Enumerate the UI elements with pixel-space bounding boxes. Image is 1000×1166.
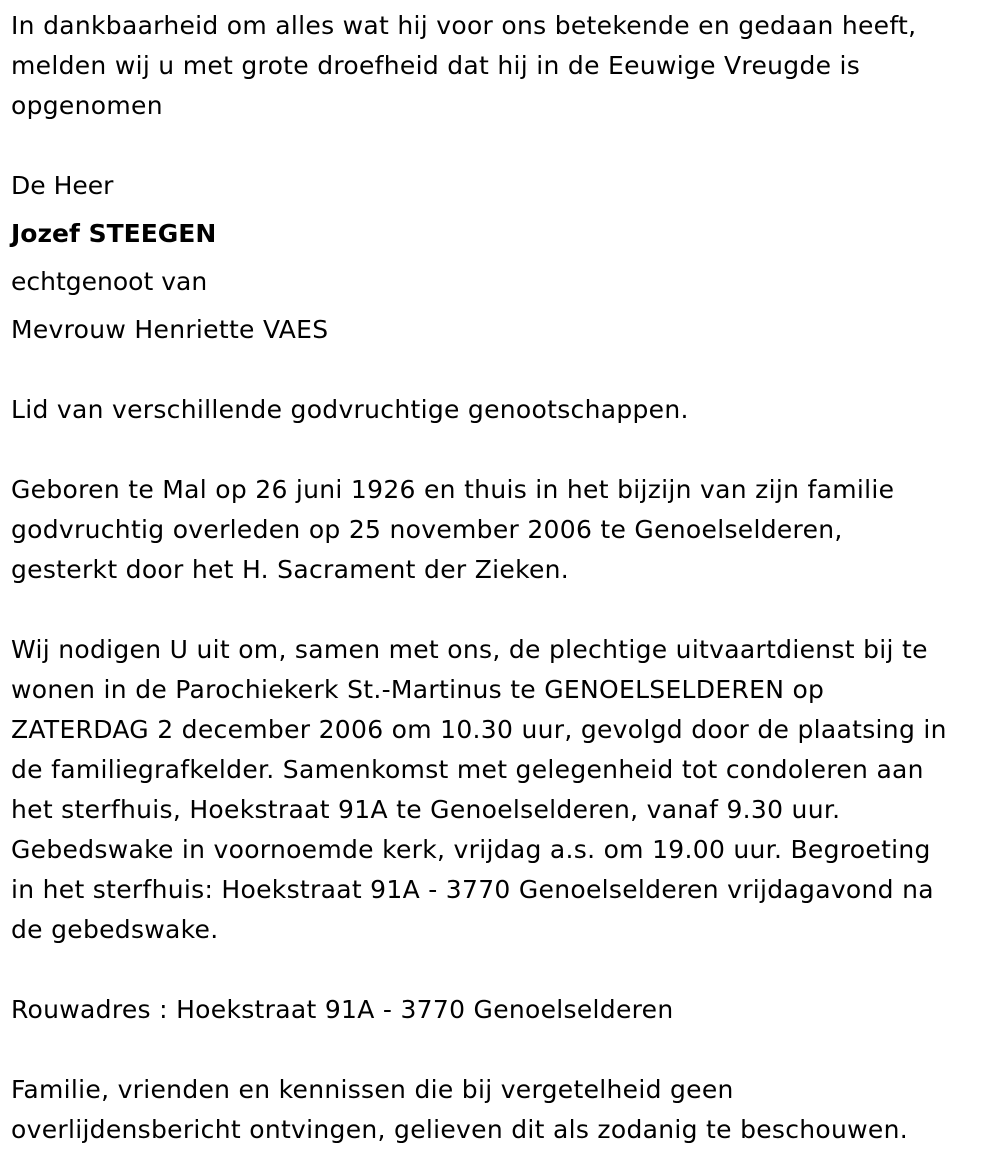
text-line: In dankbaarheid om alles wat hij voor ons betekende en gedaan heeft, [11, 11, 917, 40]
text-line: overlijdensbericht ontvingen, gelieven dit als zodanig te beschouwen. [11, 1115, 908, 1144]
text-line: Geboren te Mal op 26 juni 1926 en thuis in het bijzijn van zijn familie [11, 475, 895, 504]
text-line: de gebedswake. [11, 915, 219, 944]
text-line: gesterkt door het H. Sacrament der Zieken. [11, 555, 570, 584]
text-line: melden wij u met grote droefheid dat hij in de Eeuwige Vreugde is [11, 51, 861, 80]
text-line: ZATERDAG 2 december 2006 om 10.30 uur, gevolgd door de plaatsing in [11, 715, 947, 744]
text-line: godvruchtig overleden op 25 november 2006 te Genoelselderen, [11, 515, 843, 544]
text-line: Familie, vrienden en kennissen die bij vergetelheid geen [11, 1075, 734, 1104]
text-line: Gebedswake in voornoemde kerk, vrijdag a.s. om 19.00 uur. Begroeting [11, 835, 931, 864]
mourning-address: Rouwadres : Hoekstraat 91A - 3770 Genoelselderen [11, 995, 674, 1024]
text-line: Wij nodigen U uit om, samen met ons, de plechtige uitvaartdienst bij te [11, 635, 928, 664]
intro-paragraph [11, 6, 1000, 126]
birth-death-paragraph [11, 470, 1000, 590]
text-line: het sterfhuis, Hoekstraat 91A te Genoelselderen, vanaf 9.30 uur. [11, 795, 841, 824]
spouse-name: Mevrouw Henriette VAES [11, 315, 329, 344]
deceased-name: Jozef STEEGEN [11, 219, 217, 248]
membership: Lid van verschillende godvruchtige genootschappen. [11, 395, 689, 424]
text-line: in het sterfhuis: Hoekstraat 91A - 3770 Genoelselderen vrijdagavond na [11, 875, 934, 904]
relation: echtgenoot van [11, 267, 208, 296]
text-line: wonen in de Parochiekerk St.-Martinus te GENOELSELDEREN op [11, 675, 825, 704]
text-line: de familiegrafkelder. Samenkomst met gelegenheid tot condoleren aan [11, 755, 924, 784]
text-line: opgenomen [11, 91, 163, 120]
honorific: De Heer [11, 171, 114, 200]
funeral-invitation-paragraph [11, 630, 1000, 950]
closing-paragraph [11, 1070, 1000, 1150]
